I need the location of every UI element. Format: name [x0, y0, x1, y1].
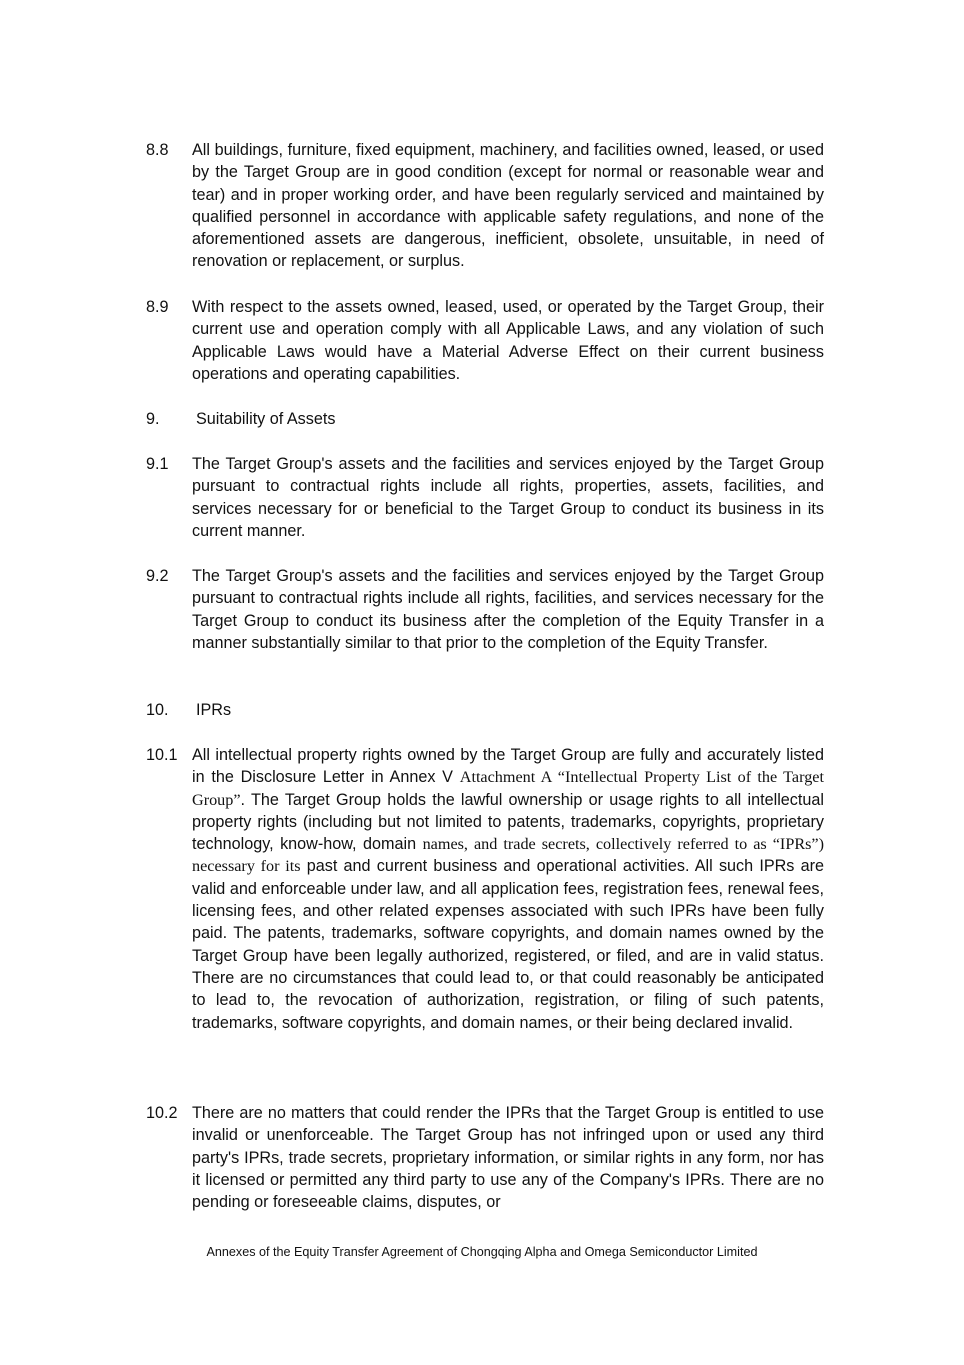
clause-text: There are no matters that could render the IPRs that the Target Group is entitled to use invalid or unenforceable. The Target Group has not infringed upon or used any third party's IPRs, trade secrets, proprietary information, or similar rights in any form, nor has it licensed or permitted any third party to use any of the Company's IPRs. There are no pending or foreseeable claims, disputes, or: [192, 1104, 824, 1212]
clause-9-1: [146, 453, 824, 542]
clause-text: With respect to the assets owned, leased, used, or operated by the Target Group, their current use and operation comply with all Applicable Laws, and any violation of such Applicable Laws would have a Material Adverse Effect on their current business operations and operating capabilities.: [192, 298, 824, 383]
clause-number: 8.8: [146, 141, 169, 159]
clause-number: 9.2: [146, 567, 169, 585]
clause-text-part: . The Target Group holds the lawful ownership or usage rights to all intellectual property rights (including but not limited to patents, trademarks, copyrights, proprietary technology, know-how, domain: [192, 790, 824, 854]
clause-number: 8.9: [146, 298, 169, 316]
clause-number: 10.2: [146, 1104, 178, 1122]
clause-text: All buildings, furniture, fixed equipment, machinery, and facilities owned, leased, or used by the Target Group are in good condition (except for normal or reasonable wear and tear) and in proper working order, and have been regularly serviced and maintained by qualified personnel in accordance with applicable safety regulations, and none of the aforementioned assets are dangerous, inefficient, obsolete, unsuitable, in need of renovation or replacement, or surplus.: [192, 141, 824, 271]
section-title: Suitability of Assets: [196, 410, 336, 428]
clause-text-part: past and current business and operational activities. All such IPRs are valid and enforceable under law, and all application fees, registration fees, renewal fees, licensing fees, and other related expenses associated with such IPRs have been fully paid. The patents, trademarks, software copyrights, and domain names owned by the Target Group have been legally authorized, registered, or filed, and are in valid status. There are no circumstances that could lead to, or that could reasonably be anticipated to lead to, the revocation of authorization, registration, or filing of such patents, trademarks, software copyrights, and domain names, or their being declared invalid.: [192, 857, 824, 1032]
iprs-definition: names, and trade secrets, collectively referred to as “IPRs”) necessary for its: [192, 835, 824, 876]
clause-text-part: All intellectual property rights owned by the Target Group are fully and accurately listed in the Disclosure Letter in Annex V: [192, 746, 824, 787]
clause-10-2: [146, 1102, 824, 1213]
section-heading-9: [146, 408, 335, 430]
page-footer: Annexes of the Equity Transfer Agreement of Chongqing Alpha and Omega Semiconductor Limited: [206, 1245, 758, 1259]
clause-9-2: [146, 565, 824, 654]
clause-8-9: [146, 296, 824, 385]
section-heading-10: [146, 699, 231, 721]
clause-10-1: [146, 744, 824, 1034]
clause-8-8: [146, 139, 824, 273]
clause-number: 9.1: [146, 455, 169, 473]
section-title: IPRs: [196, 701, 232, 719]
clause-number: 10.1: [146, 746, 178, 764]
section-number: 9.: [146, 410, 160, 428]
attachment-reference: Attachment A “Intellectual Property List of the Target Group”: [192, 768, 824, 809]
section-number: 10.: [146, 701, 169, 719]
clause-text: [192, 744, 824, 1034]
clause-text: The Target Group's assets and the facilities and services enjoyed by the Target Group pursuant to contractual rights include all rights, properties, assets, facilities, and services necessary for or beneficial to the Target Group to conduct its business in its current manner.: [192, 455, 824, 540]
clause-text: The Target Group's assets and the facilities and services enjoyed by the Target Group pursuant to contractual rights include all rights, facilities, and services necessary for the Target Group to conduct its business after the completion of the Equity Transfer in a manner substantially similar to that prior to the completion of the Equity Transfer.: [192, 567, 824, 652]
